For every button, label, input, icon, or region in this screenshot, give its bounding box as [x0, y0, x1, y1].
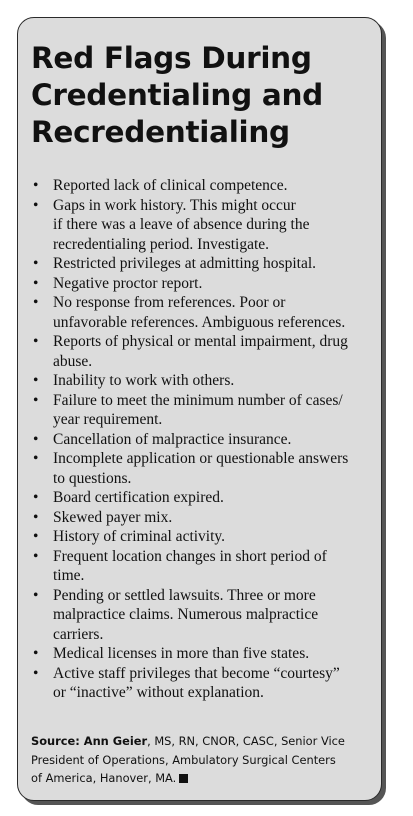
bullet-icon: • [33, 255, 39, 272]
list-item-text: time. [53, 567, 85, 584]
bullet-icon: • [33, 372, 39, 389]
list-item-text: Skewed payer mix. [53, 508, 173, 526]
list-item-text: abuse. [53, 352, 93, 370]
list-item [31, 371, 376, 391]
sidebar-box [17, 17, 382, 801]
list-item-text: or “inactive” without explanation. [53, 684, 264, 701]
list-item [31, 508, 376, 528]
source-line-2: President of Operations, Ambulatory Surgical Centers [31, 752, 336, 767]
list-item-text: No response from references. Poor or [53, 294, 286, 311]
list-item [31, 488, 376, 508]
list-item-text: Incomplete application or questionable answers [53, 450, 349, 467]
bullet-icon: • [33, 274, 39, 292]
list-item [31, 196, 376, 255]
list-item [31, 254, 376, 274]
list-item-text: Active staff privileges that become “courtesy” [53, 664, 340, 682]
list-item-text: Medical licenses in more than five states. [53, 645, 310, 662]
list-item-text: Reported lack of clinical competence. [53, 177, 288, 194]
bullet-icon: • [33, 294, 39, 311]
list-item [31, 293, 376, 332]
source-line-3 [31, 769, 376, 788]
box-title [31, 40, 371, 151]
bullet-icon: • [33, 391, 39, 409]
list-item-text: Failure to meet the minimum number of cases/ [53, 391, 343, 409]
list-item-text: History of criminal activity. [53, 528, 226, 545]
list-item [31, 664, 376, 703]
list-item-text: Frequent location changes in short period of [53, 547, 327, 565]
list-item [31, 274, 376, 294]
red-flags-list [31, 176, 376, 703]
list-item [31, 430, 376, 450]
list-item-text: Negative proctor report. [53, 274, 203, 292]
bullet-icon: • [33, 177, 39, 194]
bullet-icon: • [33, 333, 39, 350]
title-line: Credentialing and [31, 78, 323, 112]
bullet-icon: • [33, 508, 39, 526]
source-label: Source: Ann Geier [31, 734, 148, 748]
bullet-icon: • [33, 489, 39, 506]
title-line: Red Flags During [31, 41, 312, 75]
list-item [31, 644, 376, 664]
end-mark-icon [179, 774, 188, 783]
list-item-text: recredentialing period. Investigate. [53, 235, 270, 253]
bullet-icon: • [33, 528, 39, 545]
list-item [31, 547, 376, 586]
bullet-icon: • [33, 450, 39, 467]
list-item-text: malpractice claims. Numerous malpractice [53, 606, 319, 623]
list-item [31, 176, 376, 196]
list-item-text: unfavorable references. Ambiguous references. [53, 313, 346, 331]
list-item-text: Gaps in work history. This might occur [53, 196, 296, 214]
title-line: Recredentialing [31, 115, 290, 149]
list-item-text: Restricted privileges at admitting hospital. [53, 255, 317, 272]
list-item [31, 586, 376, 645]
source-attribution [31, 732, 376, 788]
list-item [31, 391, 376, 430]
list-item [31, 332, 376, 371]
bullet-icon: • [33, 586, 39, 604]
list-item-text: Pending or settled lawsuits. Three or more [53, 586, 316, 604]
bullet-icon: • [33, 664, 39, 682]
list-item-text: to questions. [53, 469, 132, 487]
list-item-text: Cancellation of malpractice insurance. [53, 430, 292, 448]
source-credentials: , MS, RN, CNOR, CASC, Senior Vice [147, 734, 345, 748]
bullet-icon: • [33, 547, 39, 565]
list-item-text: Inability to work with others. [53, 372, 235, 389]
bullet-icon: • [33, 196, 39, 214]
list-item-text: Reports of physical or mental impairment, drug [53, 333, 348, 350]
list-item-text: Board certification expired. [53, 489, 224, 506]
list-item [31, 449, 376, 488]
source-location: of America, Hanover, MA. [31, 771, 177, 785]
source-line-1 [31, 732, 376, 751]
list-item-text: carriers. [53, 625, 104, 643]
list-item-text: year requirement. [53, 411, 163, 428]
list-item-text: if there was a leave of absence during the [53, 216, 310, 233]
bullet-icon: • [33, 430, 39, 448]
list-item [31, 527, 376, 547]
bullet-icon: • [33, 645, 39, 662]
